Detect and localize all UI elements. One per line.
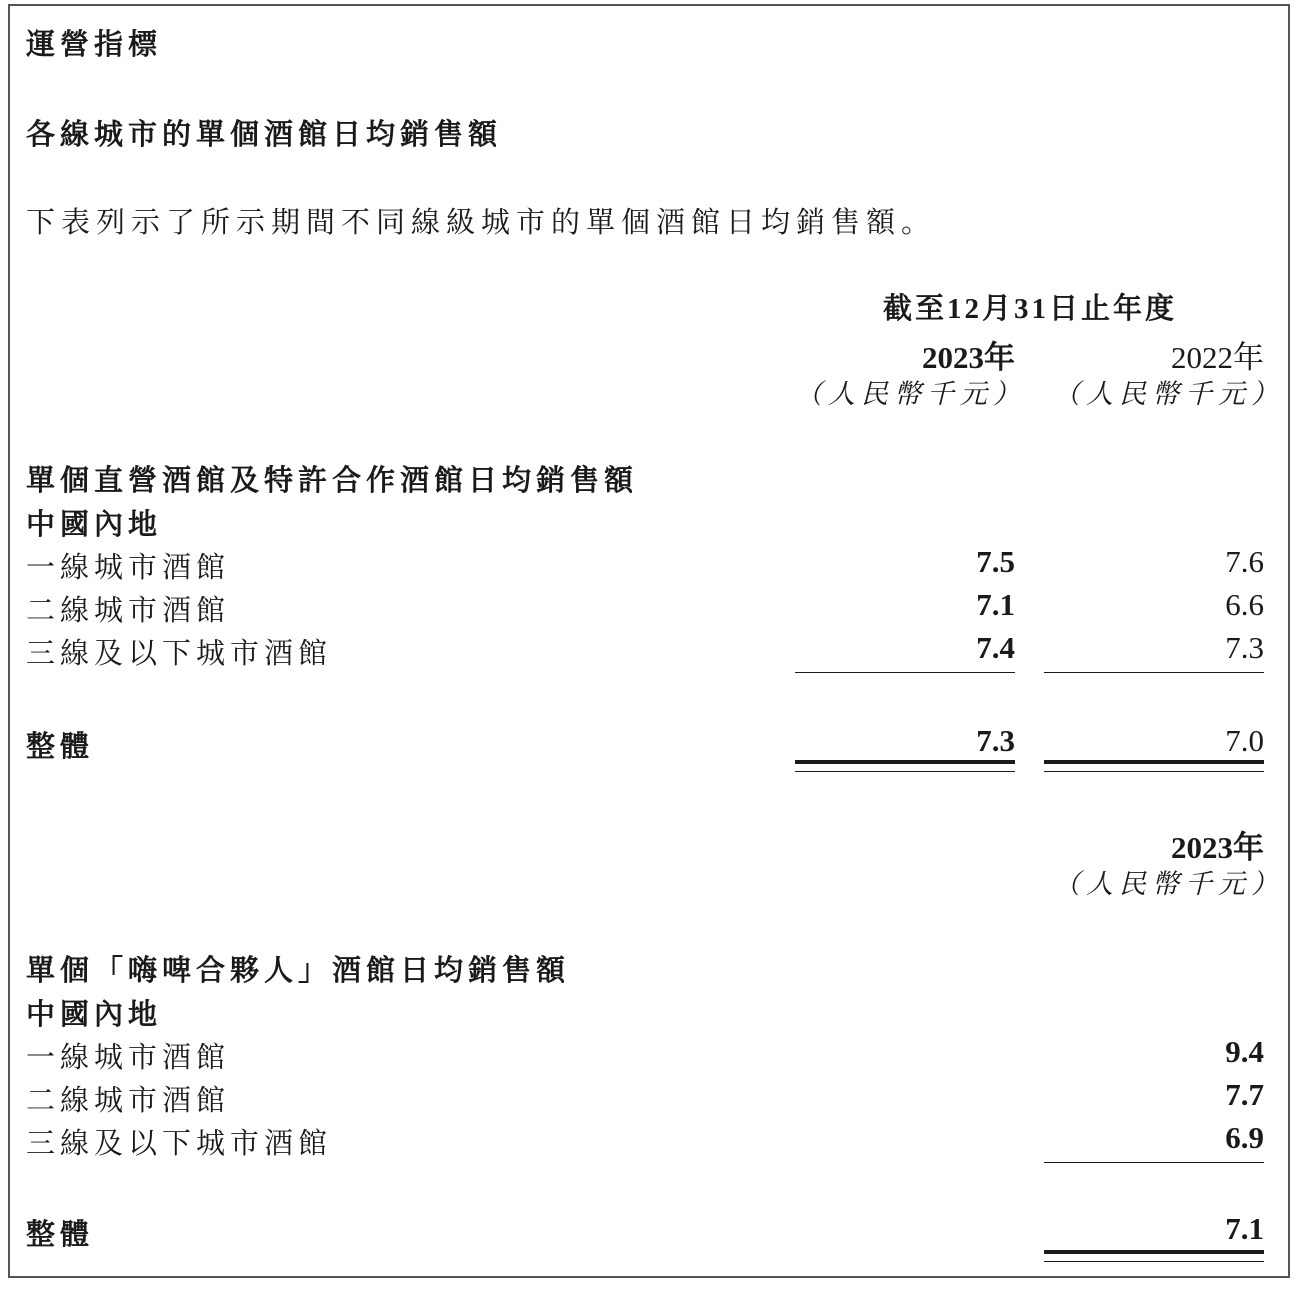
total-2023: 7.3: [976, 723, 1015, 758]
column-header-2023: 2023年: [922, 340, 1015, 375]
table2-region: 中國內地: [26, 997, 163, 1031]
column-header-2022: 2022年: [1171, 340, 1264, 375]
row-label: 三線及以下城市酒館: [26, 636, 333, 670]
value-2023: 7.4: [976, 630, 1015, 665]
row-label: 二線城市酒館: [26, 593, 231, 627]
column-unit-2023: （人民幣千元）: [795, 379, 1026, 410]
total-label: 整體: [26, 1217, 95, 1251]
column-unit-2022: （人民幣千元）: [1053, 379, 1284, 410]
total-double-rule-2023-thin: [795, 771, 1015, 772]
value-2023: 7.1: [976, 587, 1015, 622]
value-2023: 7.5: [976, 544, 1015, 579]
total-double-rule-2022-thin: [1044, 771, 1264, 772]
total-2023: 7.1: [1225, 1211, 1264, 1246]
total-double-rule-2023: [795, 760, 1015, 764]
subsection-title: 各線城市的單個酒館日均銷售額: [26, 117, 503, 151]
subtotal-rule-2023: [795, 672, 1015, 673]
table2-total-double-rule-thin: [1044, 1261, 1264, 1262]
subtotal-rule-2022: [1044, 672, 1264, 673]
row-label: 二線城市酒館: [26, 1083, 231, 1117]
table2-column-unit-2023: （人民幣千元）: [1053, 869, 1284, 900]
total-double-rule-2022: [1044, 760, 1264, 764]
total-label: 整體: [26, 729, 95, 763]
value-2022: 6.6: [1225, 587, 1264, 622]
row-label: 一線城市酒館: [26, 1040, 231, 1074]
table2-total-double-rule: [1044, 1250, 1264, 1254]
value-2023: 7.7: [1225, 1077, 1264, 1112]
row-label: 一線城市酒館: [26, 550, 231, 584]
value-2023: 9.4: [1225, 1034, 1264, 1069]
value-2023: 6.9: [1225, 1120, 1264, 1155]
table1-region: 中國內地: [26, 507, 163, 541]
table2-group-title: 單個「嗨啤合夥人」酒館日均銷售額: [26, 953, 571, 987]
period-header: 截至12月31日止年度: [882, 293, 1177, 325]
section-title: 運營指標: [26, 27, 163, 61]
row-label: 三線及以下城市酒館: [26, 1126, 333, 1160]
value-2022: 7.3: [1225, 630, 1264, 665]
table2-column-header-2023: 2023年: [1171, 830, 1264, 865]
table2-subtotal-rule: [1044, 1162, 1264, 1163]
table1-group-title: 單個直營酒館及特許合作酒館日均銷售額: [26, 463, 639, 497]
total-2022: 7.0: [1225, 723, 1264, 758]
value-2022: 7.6: [1225, 544, 1264, 579]
intro-paragraph: 下表列示了所示期間不同線級城市的單個酒館日均銷售額。: [26, 205, 937, 239]
